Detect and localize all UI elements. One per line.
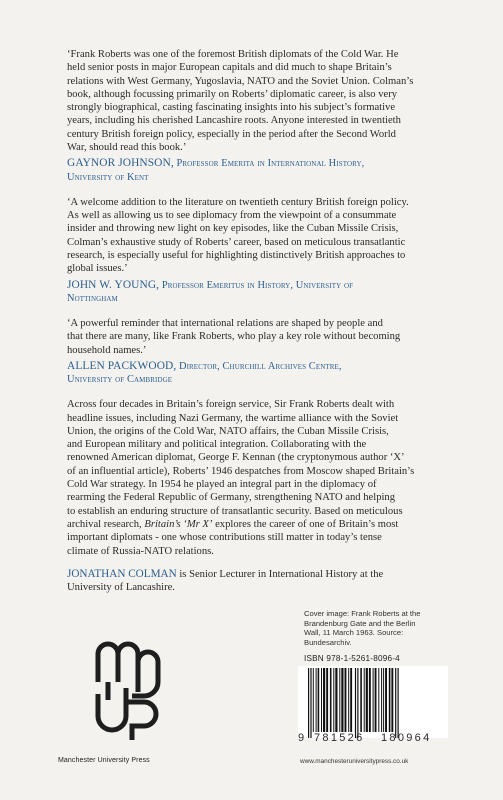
reviewer-name: ALLEN PACKWOOD,	[67, 359, 177, 372]
reviewer-name: GAYNOR JOHNSON,	[67, 157, 174, 170]
quote-text: ‘A welcome addition to the literature on twentieth century British foreign policy. As well as allowing us to see diplomacy from the viewpoint of a consummate insider and throwing new light on key episodes, like the Cuban Missile Crisis, Colman’s exhaustive study of Roberts’ career, based on meticulous transatlantic research, is especially useful for highlighting distinctively British approaches to global issues.’	[67, 196, 409, 275]
barcode-bar	[313, 668, 314, 732]
barcode-bar	[378, 668, 379, 732]
author-name: JONATHAN COLMAN	[67, 567, 177, 580]
barcode-bar	[333, 668, 334, 732]
quote-text: ‘A powerful reminder that international relations are shaped by people and that there are many, like Frank Roberts, who play a key role without becoming household names.’	[67, 317, 401, 356]
barcode-bar	[395, 668, 396, 738]
barcode-bar	[357, 668, 358, 738]
text-column	[67, 48, 442, 594]
barcode-bar	[364, 668, 365, 732]
book-blurb: Across four decades in Britain’s foreign service, Sir Frank Roberts dealt with headline issues, including Nazi Germany, the wartime alliance with the Soviet Union, the origins of the Cold War, NATO affairs, the Cuban Missile Crisis, and European military and political integration. Collaborating with the renowned American diplomat, George F. Kennan (the cryptonymous author ‘X’ of an influential article), Roberts’ 1946 despatches from Moscow shaped Britain’s Cold War strategy. In 1954 he played an integral part in the diplomacy of rearming the Federal Republic of Germany, strengthening NATO and helping to establish an enduring structure of transatlantic security. Based on meticulous archival research, Britain’s ‘Mr X’ explores the career of one of Britain’s most important diplomats - one whose contributions still matter in today’s tense climate of Russia-NATO relations.	[67, 399, 415, 557]
barcode-bar	[375, 668, 377, 732]
barcode-bar	[348, 668, 349, 732]
reviewer-affiliation: University of Kent	[67, 171, 149, 183]
quote-attribution	[67, 360, 442, 386]
barcode-bar	[389, 668, 391, 732]
quote-attribution	[67, 157, 442, 183]
barcode-bar	[345, 668, 347, 732]
reviewer-title: Director, Churchill Archives Centre,	[179, 360, 342, 372]
praise-quote-3	[67, 317, 442, 386]
barcode-bar	[339, 668, 340, 732]
barcode-digits: 9 781526 180964	[298, 732, 432, 744]
barcode-bar	[335, 668, 337, 732]
cover-image-caption: Cover image: Frank Roberts at the Brandenburg Gate and the Berlin Wall, 11 March 1963. Source: Bundesarchiv.	[304, 609, 421, 647]
barcode-bar	[323, 668, 325, 732]
quote-text: ‘Frank Roberts was one of the foremost British diplomats of the Cold War. He held senior posts in major European capitals and did much to shape Britain’s relations with West Germany, Yugoslavia, NATO and the Soviet Union. Colman’s book, although focussing primarily on Roberts’ diplomatic career, is also very strongly biographical, casting fascinating insights into his subject’s formative years, including his cherished Lancashire roots. Anyone interested in twentieth century British foreign policy, especially in the period after the Second World War, should read this book.’	[67, 49, 414, 154]
reviewer-affiliation: Nottingham	[67, 292, 118, 304]
publisher-name: Manchester University Press	[58, 757, 150, 764]
barcode-bar	[321, 668, 322, 732]
reviewer-title: Professor Emeritus in History, University of	[161, 279, 354, 291]
barcode-bar	[385, 668, 387, 732]
barcode-bar	[316, 668, 317, 732]
barcode-bar	[318, 668, 320, 732]
reviewer-affiliation: University of Cambridge	[67, 374, 173, 386]
barcode-bar	[366, 668, 368, 732]
barcode-bar	[398, 668, 399, 738]
barcode-bar	[369, 668, 371, 732]
barcode-bar	[341, 668, 343, 732]
barcode-bar	[326, 668, 328, 732]
author-bio: JONATHAN COLMAN is Senior Lecturer in International History at the University of Lancashire.	[67, 567, 384, 594]
reviewer-name: JOHN W. YOUNG,	[67, 278, 160, 291]
barcode-bar	[308, 668, 309, 738]
barcode-bar	[310, 668, 311, 738]
mup-logo-icon	[92, 632, 164, 744]
book-title-italic: Britain’s ‘Mr X’	[144, 518, 213, 530]
barcode-bar	[360, 668, 362, 732]
praise-quote-1	[67, 48, 442, 184]
barcode-bar	[355, 668, 356, 738]
barcode-bar	[350, 668, 352, 732]
isbn-barcode-block	[298, 654, 453, 746]
barcode-bar	[373, 668, 374, 732]
barcode-bar	[391, 668, 393, 732]
barcode-bar	[330, 668, 332, 732]
barcode-bar	[381, 668, 382, 732]
isbn-label: ISBN 978-1-5261-8096-4	[304, 654, 400, 663]
quote-attribution	[67, 279, 442, 305]
praise-quote-2	[67, 196, 442, 305]
barcode	[298, 666, 448, 738]
barcode-bar	[383, 668, 384, 732]
reviewer-title: Professor Emerita in International History,	[176, 158, 365, 170]
publisher-website: www.manchesteruniversitypress.co.uk	[300, 758, 409, 765]
